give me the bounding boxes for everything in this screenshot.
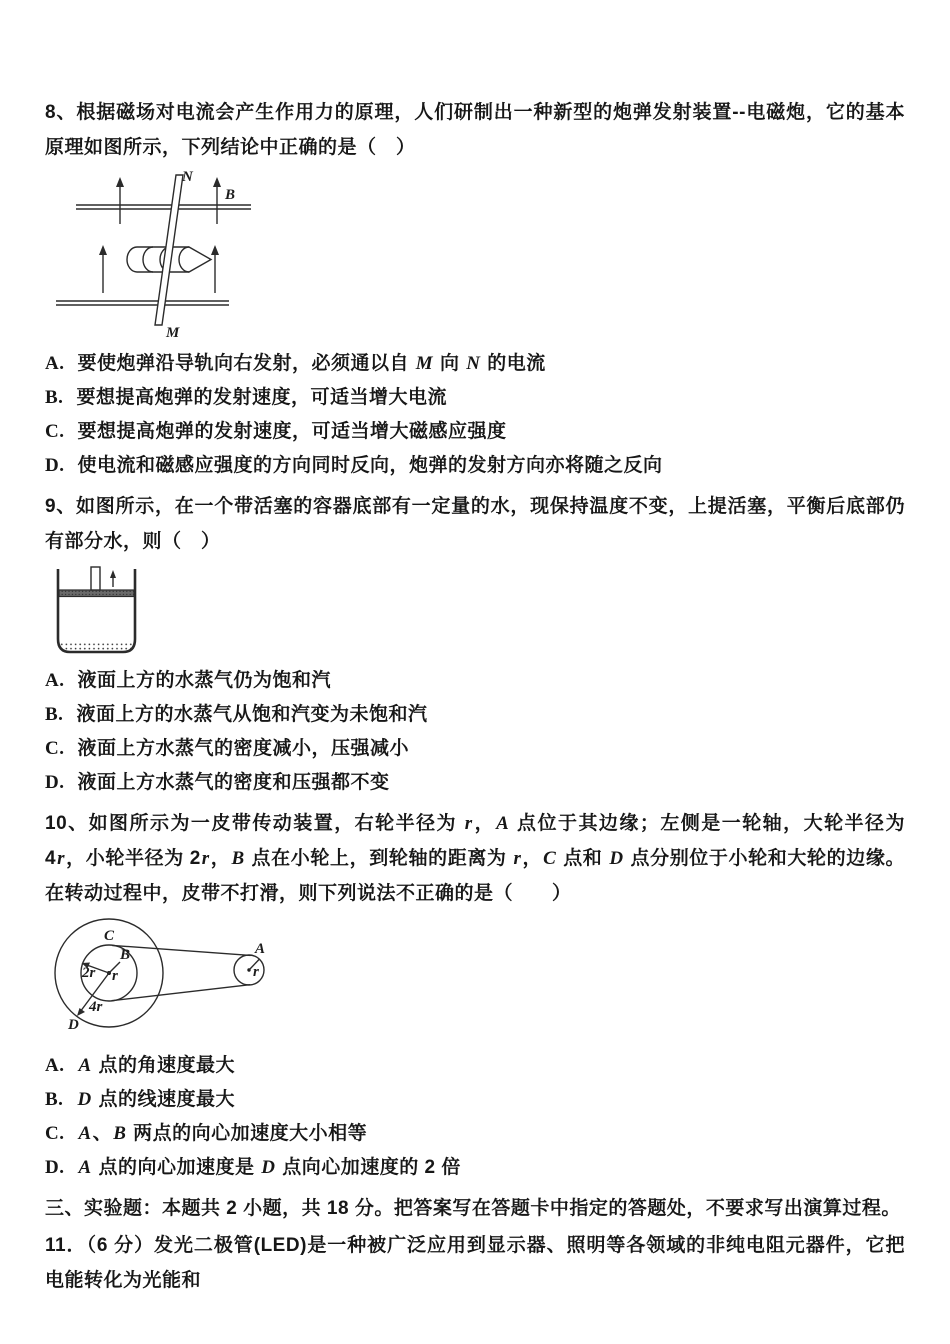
option-text: 使电流和磁感应强度的方向同时反向，炮弹的发射方向亦将随之反向: [77, 455, 663, 476]
question-8: [45, 95, 905, 483]
question-9-option-d: [45, 766, 905, 800]
section-3-heading: 三、实验题：本题共 2 小题，共 18 分。把答案写在答题卡中指定的答题处，不要求写出演算过程。: [45, 1198, 901, 1219]
question-10-option-c: [45, 1117, 905, 1151]
label-a: A: [255, 941, 266, 957]
question-8-figure: [51, 169, 905, 341]
piston: [59, 590, 134, 597]
question-9: [45, 489, 905, 800]
label-d: D: [68, 1017, 79, 1033]
label-b: B: [120, 947, 131, 963]
option-letter: D.: [45, 455, 65, 476]
piston-container-diagram: [51, 563, 143, 658]
variable-symbol: r: [464, 813, 473, 834]
belt-drive-diagram: [51, 915, 306, 1043]
question-9-options: [45, 664, 905, 800]
variable-symbol: C: [543, 848, 557, 869]
option-text: 要想提高炮弹的发射速度，可适当增大电流: [76, 387, 447, 408]
label-r-axle: r: [112, 968, 118, 984]
option-text: D 点的线速度最大: [77, 1089, 235, 1110]
variable-symbol: A: [78, 1055, 92, 1076]
question-9-option-a: [45, 664, 905, 698]
question-10-stem: 10、如图所示为一皮带传动装置，右轮半径为 r，A 点位于其边缘；左侧是一轮轴，大轮半径为 4r，小轮半径为 2r，B 点在小轮上，到轮轴的距离为 r，C 点和 D 点分别位于小轮和大轮的边缘。在转动过程中，皮带不打滑，则下列说法不正确的是（ ）: [45, 813, 905, 904]
question-8-stem: 8、根据磁场对电流会产生作用力的原理，人们研制出一种新型的炮弹发射装置--电磁炮，它的基本原理如图所示，下列结论中正确的是（ ）: [45, 102, 905, 158]
variable-symbol: A: [496, 813, 510, 834]
top-rail: [76, 205, 251, 209]
question-8-options: [45, 347, 905, 483]
label-c: C: [103, 928, 115, 944]
option-text: A 点的向心加速度是 D 点向心加速度的 2 倍: [78, 1157, 461, 1178]
question-9-option-c: [45, 732, 905, 766]
piston-rod: [91, 567, 100, 590]
question-10-option-d: [45, 1151, 905, 1185]
railgun-diagram: [51, 169, 266, 341]
variable-symbol: r: [57, 848, 65, 869]
question-9-figure: [51, 563, 905, 658]
variable-symbol: A: [78, 1123, 92, 1144]
belt: [112, 945, 251, 1000]
rod-label-n: N: [182, 169, 193, 185]
question-8-option-c: [45, 415, 905, 449]
option-letter: A.: [45, 1055, 65, 1076]
option-text: A 点的角速度最大: [78, 1055, 235, 1076]
option-text: 液面上方的水蒸气从饱和汽变为未饱和汽: [76, 704, 428, 725]
question-9-option-b: [45, 698, 905, 732]
variable-symbol: r: [513, 848, 522, 869]
field-label-b: B: [225, 187, 236, 203]
option-letter: A.: [45, 670, 65, 691]
option-text: 要想提高炮弹的发射速度，可适当增大磁感应强度: [77, 421, 507, 442]
option-letter: C.: [45, 738, 65, 759]
bottom-rail: [56, 301, 229, 305]
variable-symbol: B: [113, 1123, 127, 1144]
label-4r: 4r: [89, 999, 103, 1015]
question-10-option-a: [45, 1049, 905, 1083]
question-10: [45, 806, 905, 1185]
question-11-stem: 11．（6 分）发光二极管(LED)是一种被广泛应用到显示器、照明等各领域的非纯电阻元器件，它把电能转化为光能和: [45, 1235, 905, 1291]
option-letter: C.: [45, 1123, 65, 1144]
variable-symbol: D: [77, 1089, 92, 1110]
variable-symbol: A: [78, 1157, 92, 1178]
variable-symbol: B: [231, 848, 245, 869]
variable-symbol: D: [609, 848, 624, 869]
option-letter: A.: [45, 353, 65, 374]
option-text: 液面上方水蒸气的密度减小，压强减小: [77, 738, 409, 759]
option-letter: B.: [45, 387, 64, 408]
option-letter: B.: [45, 704, 64, 725]
question-10-options: [45, 1049, 905, 1185]
question-10-option-b: [45, 1083, 905, 1117]
variable-symbol: N: [466, 353, 481, 374]
option-text: 液面上方的水蒸气仍为饱和汽: [77, 670, 331, 691]
question-9-stem: 9、如图所示，在一个带活塞的容器底部有一定量的水，现保持温度不变，上提活塞，平衡后底部仍有部分水，则（ ）: [45, 496, 905, 552]
variable-symbol: r: [201, 848, 210, 869]
option-text: 液面上方水蒸气的密度和压强都不变: [77, 772, 390, 793]
option-text: A、B 两点的向心加速度大小相等: [78, 1123, 368, 1144]
variable-symbol: M: [415, 353, 434, 374]
option-letter: D.: [45, 1157, 65, 1178]
label-2r: 2r: [82, 965, 96, 981]
option-letter: B.: [45, 1089, 64, 1110]
option-letter: C.: [45, 421, 65, 442]
question-8-option-d: [45, 449, 905, 483]
label-r-small: r: [253, 964, 259, 980]
rod-label-m: M: [166, 325, 180, 341]
question-10-figure: [51, 915, 905, 1043]
option-letter: D.: [45, 772, 65, 793]
option-text: 要使炮弹沿导轨向右发射，必须通以自 M 向 N 的电流: [77, 353, 546, 374]
question-8-option-b: [45, 381, 905, 415]
variable-symbol: D: [261, 1157, 276, 1178]
field-arrow-icons: [99, 177, 221, 293]
water: [60, 642, 133, 650]
question-8-option-a: [45, 347, 905, 381]
up-arrow-icon: [110, 570, 116, 587]
